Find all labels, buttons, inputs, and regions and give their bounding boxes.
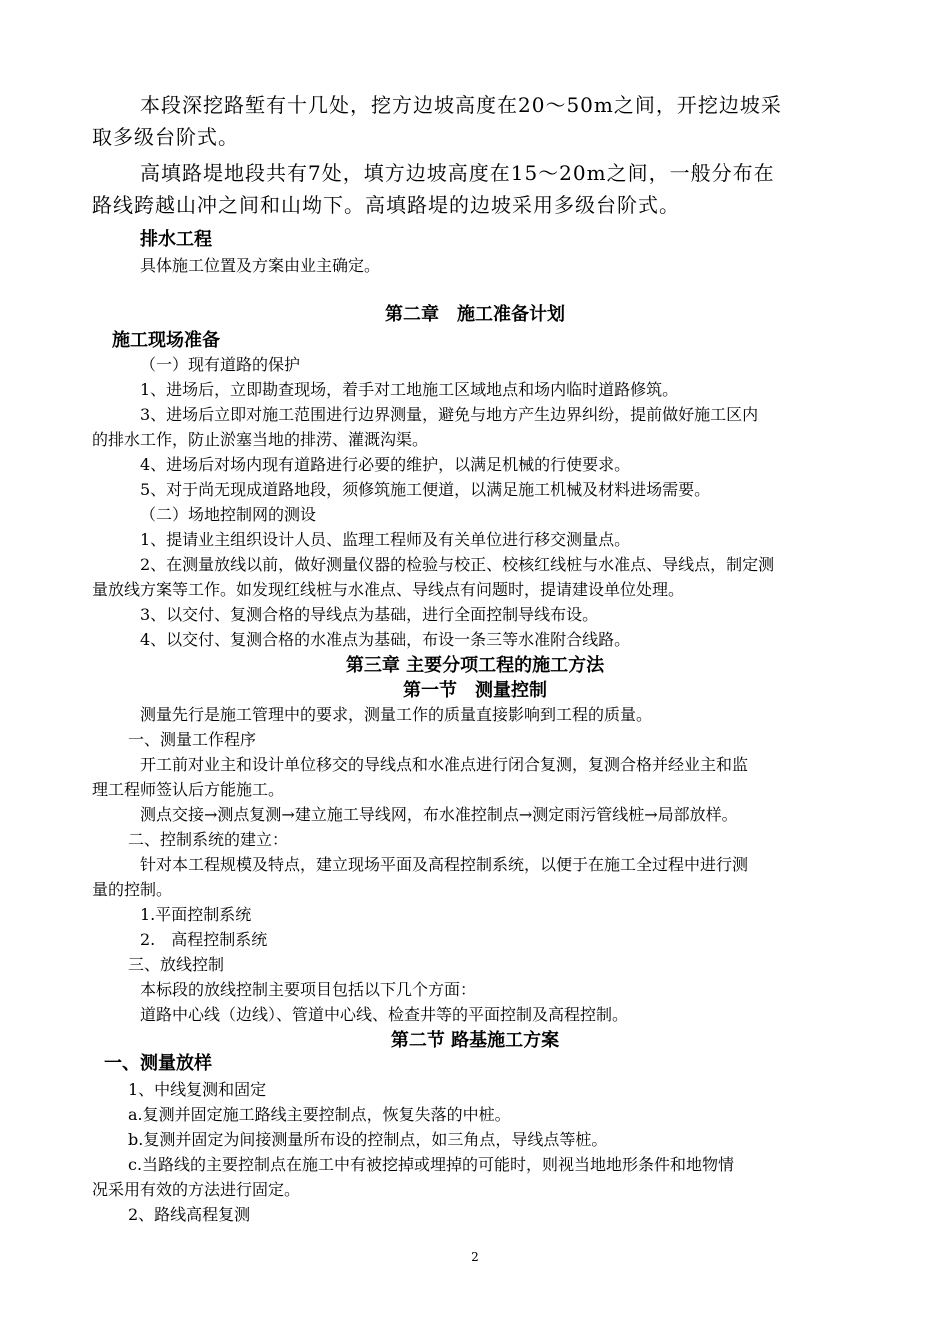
paragraph-line: 开工前对业主和设计单位移交的导线点和水准点进行闭合复测，复测合格并经业主和监 bbox=[140, 755, 749, 774]
paragraph-line: 的排水工作，防止淤塞当地的排涝、灌溉沟渠。 bbox=[92, 430, 429, 449]
paragraph-line: 三、放线控制 bbox=[128, 955, 225, 974]
subsection-heading: 一、测量放样 bbox=[104, 1053, 212, 1074]
paragraph-line: 4、进场后对场内现有道路进行必要的维护，以满足机械的行使要求。 bbox=[140, 455, 631, 474]
section-heading: 排水工程 bbox=[140, 229, 212, 250]
paragraph-line: c.当路线的主要控制点在施工中有被挖掉或埋掉的可能时，则视当地地形条件和地物情 bbox=[128, 1155, 735, 1174]
section-heading: 施工现场准备 bbox=[112, 330, 220, 351]
paragraph-line: 取多级台阶式。 bbox=[92, 125, 239, 149]
paragraph-line: 测量先行是施工管理中的要求，测量工作的质量直接影响到工程的质量。 bbox=[140, 705, 653, 724]
page-number: 2 bbox=[471, 1250, 479, 1264]
paragraph-line: 路线跨越山冲之间和山坳下。高填路堤的边坡采用多级台阶式。 bbox=[92, 193, 680, 217]
paragraph-line: 道路中心线（边线）、管道中心线、检查井等的平面控制及高程控制。 bbox=[140, 1005, 629, 1024]
paragraph-line: 针对本工程规模及特点，建立现场平面及高程控制系统，以便于在施工全过程中进行测 bbox=[140, 855, 749, 874]
chapter-heading: 第三章 主要分项工程的施工方法 bbox=[345, 655, 605, 676]
paragraph-line: 1、提请业主组织设计人员、监理工程师及有关单位进行移交测量点。 bbox=[140, 530, 631, 549]
paragraph-line: 理工程师签认后方能施工。 bbox=[92, 780, 285, 799]
paragraph-line: 一、测量工作程序 bbox=[128, 730, 257, 749]
paragraph-line: 1、进场后，立即勘查现场，着手对工地施工区域地点和场内临时道路修筑。 bbox=[140, 380, 679, 399]
paragraph-line: 1、中线复测和固定 bbox=[128, 1080, 267, 1099]
paragraph-line: 本标段的放线控制主要项目包括以下几个方面： bbox=[140, 980, 477, 999]
section-heading: 第二节 路基施工方案 bbox=[390, 1030, 560, 1051]
paragraph-line: 3、进场后立即对施工范围进行边界测量，避免与地方产生边界纠纷，提前做好施工区内 bbox=[140, 405, 759, 424]
paragraph-line: （一）现有道路的保护 bbox=[140, 355, 301, 374]
section-heading: 第一节 测量控制 bbox=[403, 680, 547, 701]
paragraph-line: 量的控制。 bbox=[92, 880, 173, 899]
paragraph-line: （二）场地控制网的测设 bbox=[140, 505, 317, 524]
chapter-heading: 第二章 施工准备计划 bbox=[385, 304, 565, 325]
paragraph-line: 5、对于尚无现成道路地段，须修筑施工便道，以满足施工机械及材料进场需要。 bbox=[140, 480, 711, 499]
paragraph-line: 量放线方案等工作。如发现红线桩与水准点、导线点有问题时，提请建设单位处理。 bbox=[92, 580, 685, 599]
paragraph-line: 高填路堤地段共有7处，填方边坡高度在15～20m之间，一般分布在 bbox=[140, 161, 775, 185]
paragraph-line: 二、控制系统的建立： bbox=[128, 830, 289, 849]
paragraph-line: 1.平面控制系统 bbox=[140, 905, 252, 924]
paragraph-line: 测点交接→测点复测→建立施工导线网，布水准控制点→测定雨污管线桩→局部放样。 bbox=[140, 805, 738, 824]
paragraph-line: b.复测并固定为间接测量所布设的控制点，如三角点，导线点等桩。 bbox=[128, 1130, 608, 1149]
paragraph-line: 具体施工位置及方案由业主确定。 bbox=[140, 256, 381, 275]
paragraph-line: 2、路线高程复测 bbox=[128, 1205, 251, 1224]
paragraph-line: 4、以交付、复测合格的水准点为基础，布设一条三等水准附合线路。 bbox=[140, 630, 631, 649]
paragraph-line: a.复测并固定施工路线主要控制点，恢复失落的中桩。 bbox=[128, 1105, 511, 1124]
paragraph-line: 2. 高程控制系统 bbox=[140, 930, 268, 949]
paragraph-line: 况采用有效的方法进行固定。 bbox=[92, 1180, 301, 1199]
paragraph-line: 本段深挖路堑有十几处，挖方边坡高度在20～50m之间，开挖边坡采 bbox=[140, 93, 782, 117]
paragraph-line: 2、在测量放线以前，做好测量仪器的检验与校正、校核红线桩与水准点、导线点，制定测 bbox=[140, 555, 775, 574]
paragraph-line: 3、以交付、复测合格的导线点为基础，进行全面控制导线布设。 bbox=[140, 605, 599, 624]
